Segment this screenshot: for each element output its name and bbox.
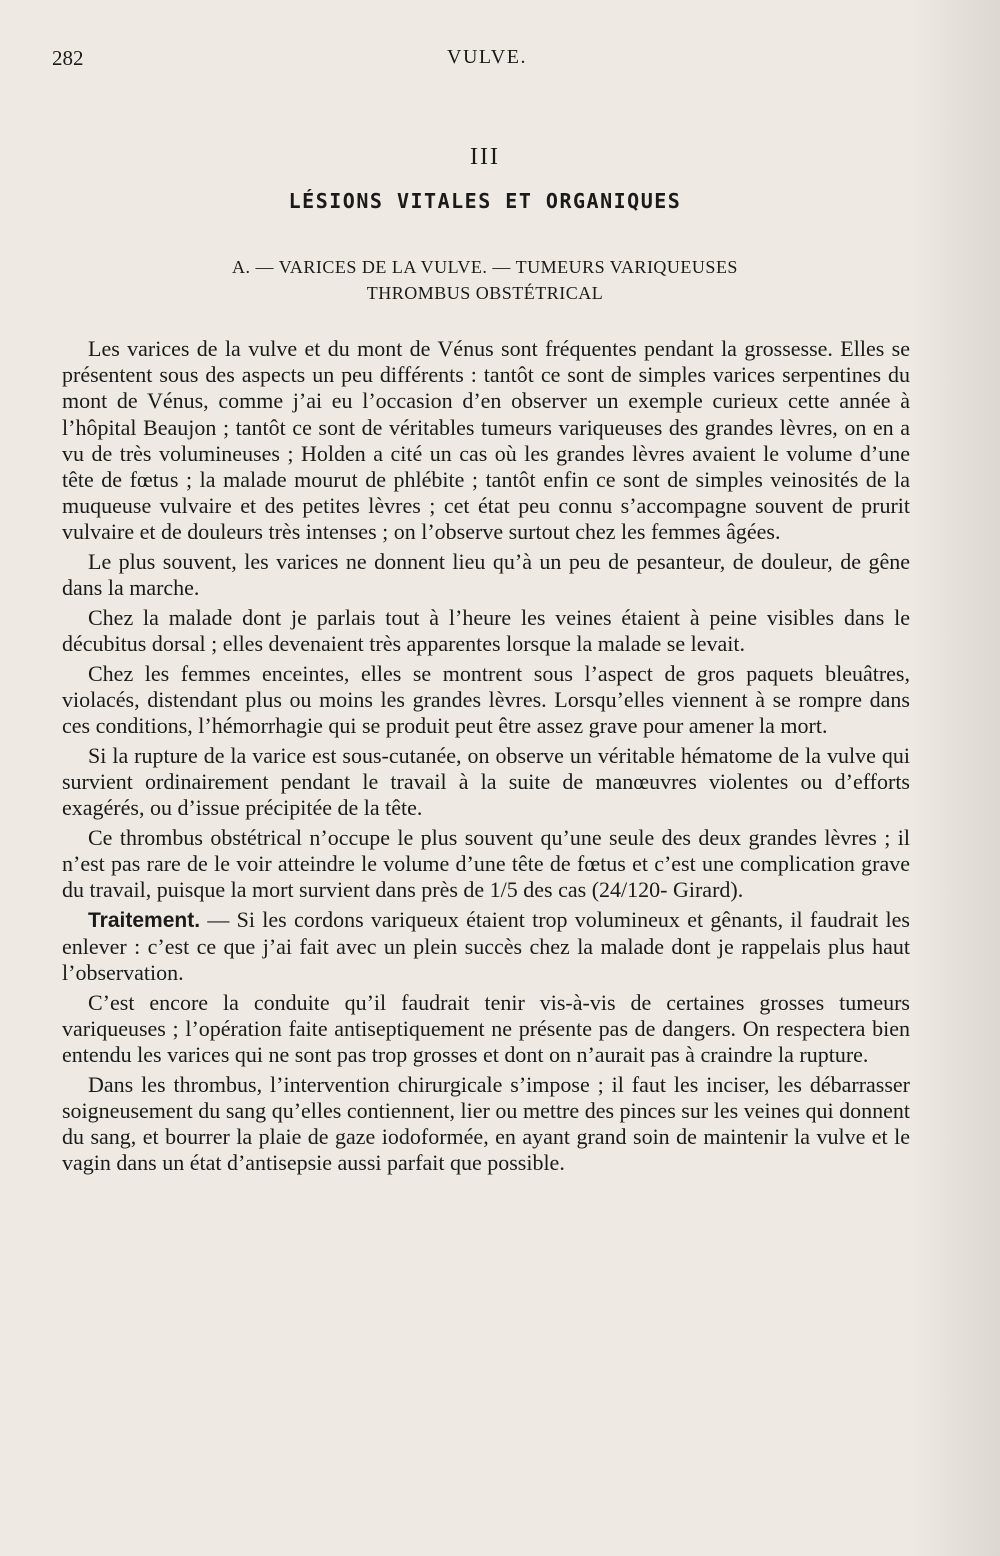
page-curvature-shade [910,0,1000,1556]
traitement-heading: Traitement. [88,908,201,932]
section-title: LÉSIONS VITALES ET ORGANIQUES [288,189,682,213]
page-header [52,46,922,76]
traitement-paragraph [62,907,910,987]
paragraph: Le plus souvent, les varices ne donnent lieu qu’à un peu de pesanteur, de douleur, de gêne dans la marche. [62,549,910,601]
paragraph: Ce thrombus obstétrical n’occupe le plus souvent qu’une seule des deux grandes lèvres ; il n’est pas rare de le voir atteindre le volume d’une tête de fœtus et c’est une complication grave du travail, puisque la mort survient dans près de 1/5 des cas (24/120- Girard). [62,824,910,903]
paragraph: Chez la malade dont je parlais tout à l’heure les veines étaient à peine visibles dans le décubitus dorsal ; elles devenaient très apparentes lorsque la malade se levait. [62,604,910,657]
subsection-title-line1: A. — VARICES DE LA VULVE. — TUMEURS VARIQUEUSES [232,257,738,277]
section-numeral: III [470,144,500,170]
page-number: 282 [52,46,84,70]
paragraph: C’est encore la conduite qu’il faudrait tenir vis-à-vis de certaines grosses tumeurs variqueuses ; l’opération faite antiseptiquement ne présente pas de dangers. On respectera bien entendu les varices qui ne sont pas trop grosses et dont on n’aurait pas à craindre la rupture. [62,989,910,1068]
paragraph: Si la rupture de la varice est sous-cutanée, on observe un véritable hématome de la vulve qui survient ordinairement pendant le travail à la suite de manœuvres violentes ou d’efforts exagérés, ou d’issue précipitée de la tête. [62,742,910,821]
body-text [62,336,910,1180]
paragraph: Les varices de la vulve et du mont de Vénus sont fréquentes pendant la grossesse. Elles se présentent sous des aspects un peu différents : tantôt ce sont de simples varices serpentines du mont de Vénus, comme j’ai eu l’occasion d’en observer un exemple curieux cette année à l’hôpital Beaujon ; tantôt ce sont de véritables tumeurs variqueuses des grandes lèvres, on en a vu de très volumineuses ; Holden a cité un cas où les grandes lèvres avaient le volume d’une tête de fœtus ; la malade mourut de phlébite ; tantôt enfin ce sont de simples veinosités de la muqueuse vulvaire et des petites lèvres ; cet état peu connu s’accompagne souvent de prurit vulvaire et de douleurs très intenses ; on l’observe surtout chez les femmes âgées. [62,336,910,545]
paragraph: Chez les femmes enceintes, elles se montrent sous l’aspect de gros paquets bleuâtres, violacés, distendant plus ou moins les grandes lèvres. Lorsqu’elles viennent à se rompre dans ces conditions, l’hémorrhagie qui se produit peut être assez grave pour amener la mort. [62,660,910,739]
subsection-title-line2: THROMBUS OBSTÉTRICAL [366,283,604,303]
running-head: VULVE. [447,46,527,68]
traitement-text: — Si les cordons variqueux étaient trop volumineux et gênants, il faudrait les enlever : c’est ce que j’ai fait avec un plein succès chez la malade dont je rappelais plus haut l’observation. [62,906,910,986]
paragraph: Dans les thrombus, l’intervention chirurgicale s’impose ; il faut les inciser, les débarrasser soigneusement du sang qu’elles contiennent, lier ou mettre des pinces sur les veines qui donnent du sang, et bourrer la plaie de gaze iodoformée, en ayant grand soin de maintenir la vulve et le vagin dans un état d’antisepsie aussi parfait que possible. [62,1071,910,1176]
